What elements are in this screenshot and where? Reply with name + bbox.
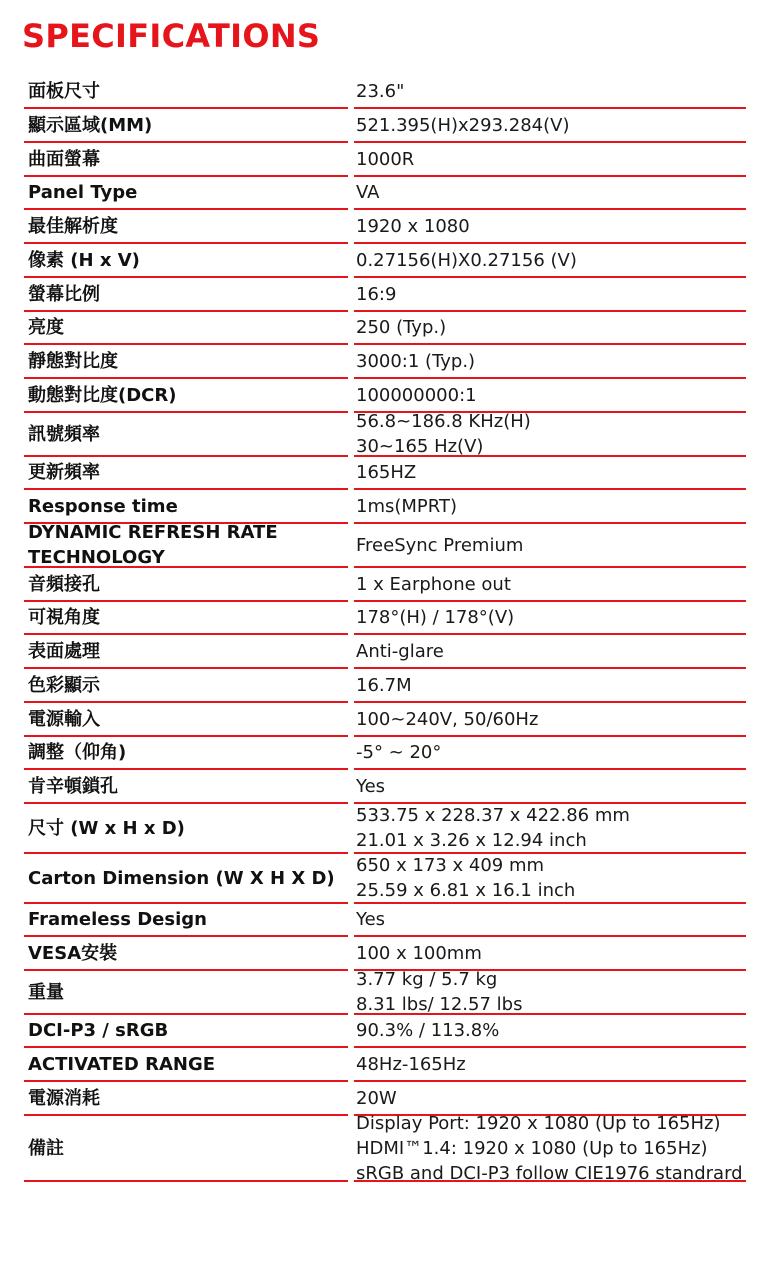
spec-value: 56.8~186.8 KHz(H) 30~165 Hz(V) [356, 411, 531, 457]
spec-label-cell [24, 568, 348, 602]
spec-label: 面板尺寸 [28, 80, 100, 102]
spec-label-cell [24, 804, 348, 854]
spec-value: 20W [356, 1087, 397, 1109]
spec-value: 3000:1 (Typ.) [356, 350, 476, 372]
spec-row [24, 703, 746, 737]
spec-row [24, 413, 746, 457]
spec-row [24, 312, 746, 345]
spec-value-cell [354, 312, 746, 345]
spec-label: 表面處理 [28, 640, 100, 662]
spec-label-cell [24, 1048, 348, 1082]
spec-row [24, 143, 746, 177]
spec-label-cell [24, 602, 348, 635]
spec-label: Frameless Design [28, 909, 207, 930]
spec-label: 動態對比度(DCR) [28, 384, 177, 406]
spec-label-cell [24, 904, 348, 937]
spec-label-cell [24, 177, 348, 210]
spec-value: 650 x 173 x 409 mm 25.59 x 6.81 x 16.1 inch [356, 855, 576, 901]
spec-label-cell [24, 244, 348, 278]
spec-value: 100~240V, 50/60Hz [356, 708, 539, 730]
spec-label-cell [24, 669, 348, 703]
spec-label: 像素 (H x V) [28, 249, 140, 271]
spec-row [24, 568, 746, 602]
spec-label: 可視角度 [28, 607, 100, 628]
spec-row [24, 177, 746, 210]
spec-label-cell [24, 490, 348, 524]
spec-value-cell [354, 703, 746, 737]
spec-value-cell [354, 75, 746, 109]
spec-row [24, 524, 746, 568]
spec-row [24, 109, 746, 143]
spec-row [24, 345, 746, 379]
spec-row [24, 379, 746, 413]
spec-label-cell [24, 312, 348, 345]
spec-value-cell [354, 143, 746, 177]
spec-label-cell [24, 937, 348, 971]
spec-label: 電源輸入 [28, 708, 100, 730]
spec-value-cell [354, 1015, 746, 1048]
spec-value: Anti-glare [356, 640, 444, 662]
spec-row [24, 457, 746, 490]
spec-label: Response time [28, 495, 178, 517]
spec-label-cell [24, 345, 348, 379]
spec-value: 1ms(MPRT) [356, 495, 457, 517]
spec-label: DYNAMIC REFRESH RATE TECHNOLOGY [28, 522, 278, 568]
spec-label: ACTIVATED RANGE [28, 1053, 216, 1075]
spec-value: FreeSync Premium [356, 534, 524, 556]
spec-label-cell [24, 971, 348, 1015]
spec-row [24, 602, 746, 635]
spec-value: 16.7M [356, 674, 412, 696]
spec-value: 0.27156(H)X0.27156 (V) [356, 249, 577, 271]
spec-label: 調整（仰角) [28, 742, 127, 763]
spec-value-cell [354, 804, 746, 854]
spec-value: Yes [356, 909, 386, 930]
spec-label-cell [24, 524, 348, 568]
spec-value: 23.6" [356, 80, 405, 102]
spec-value: 533.75 x 228.37 x 422.86 mm 21.01 x 3.26 x 12.94 inch [356, 805, 630, 851]
spec-row [24, 490, 746, 524]
spec-row [24, 854, 746, 904]
spec-label: 尺寸 (W x H x D) [28, 817, 185, 839]
spec-value-cell [354, 635, 746, 669]
spec-value: 165HZ [356, 462, 417, 483]
spec-value: 3.77 kg / 5.7 kg 8.31 lbs/ 12.57 lbs [356, 969, 523, 1015]
spec-row [24, 210, 746, 244]
spec-value: 90.3% / 113.8% [356, 1020, 500, 1041]
spec-label: 更新頻率 [28, 462, 100, 483]
spec-label: 顯示區域(MM) [28, 114, 153, 136]
spec-value: VA [356, 182, 380, 203]
spec-label-cell [24, 143, 348, 177]
spec-value-cell [354, 177, 746, 210]
spec-row [24, 1048, 746, 1082]
spec-value-cell [354, 937, 746, 971]
spec-value-cell [354, 379, 746, 413]
spec-value-cell [354, 904, 746, 937]
spec-label-cell [24, 635, 348, 669]
spec-row [24, 669, 746, 703]
spec-value-cell [354, 669, 746, 703]
spec-label-cell [24, 1116, 348, 1182]
spec-row [24, 278, 746, 312]
spec-label: 最佳解析度 [28, 215, 118, 237]
spec-row [24, 804, 746, 854]
spec-row [24, 1015, 746, 1048]
spec-value: Yes [356, 775, 386, 797]
spec-label: DCI-P3 / sRGB [28, 1020, 169, 1041]
spec-label: 備註 [28, 1137, 64, 1159]
spec-label: 曲面螢幕 [28, 148, 100, 170]
spec-value: 178°(H) / 178°(V) [356, 607, 515, 628]
spec-value-cell [354, 568, 746, 602]
page-title: SPECIFICATIONS [22, 17, 321, 55]
spec-value-cell [354, 413, 746, 457]
spec-value-cell [354, 457, 746, 490]
spec-value-cell [354, 524, 746, 568]
spec-label-cell [24, 737, 348, 770]
spec-value: 100 x 100mm [356, 942, 482, 964]
spec-label: 靜態對比度 [28, 350, 118, 372]
spec-value-cell [354, 971, 746, 1015]
spec-label: VESA安裝 [28, 942, 118, 964]
spec-label-cell [24, 1015, 348, 1048]
spec-value: 250 (Typ.) [356, 317, 447, 338]
spec-value-cell [354, 1048, 746, 1082]
spec-value-cell [354, 490, 746, 524]
spec-label-cell [24, 770, 348, 804]
spec-row [24, 971, 746, 1015]
spec-value: 1 x Earphone out [356, 573, 511, 595]
spec-row [24, 937, 746, 971]
spec-value: 16:9 [356, 283, 397, 305]
spec-value-cell [354, 770, 746, 804]
spec-value-cell [354, 737, 746, 770]
spec-row [24, 737, 746, 770]
spec-row [24, 904, 746, 937]
spec-label-cell [24, 109, 348, 143]
spec-label-cell [24, 210, 348, 244]
spec-value-cell [354, 244, 746, 278]
spec-row [24, 770, 746, 804]
spec-value: 48Hz-165Hz [356, 1053, 466, 1075]
spec-value-cell [354, 210, 746, 244]
spec-value: -5° ~ 20° [356, 742, 442, 763]
spec-label: 音頻接孔 [28, 573, 100, 595]
spec-value: 1920 x 1080 [356, 215, 470, 237]
spec-row [24, 75, 746, 109]
spec-value: 521.395(H)x293.284(V) [356, 114, 570, 136]
spec-value-cell [354, 109, 746, 143]
spec-value-cell [354, 854, 746, 904]
spec-value: 1000R [356, 148, 415, 170]
spec-row [24, 635, 746, 669]
spec-label: 訊號頻率 [28, 423, 100, 445]
spec-row [24, 1112, 746, 1184]
spec-label: 亮度 [28, 317, 64, 338]
spec-table [24, 75, 746, 1182]
spec-label: 色彩顯示 [28, 674, 100, 696]
spec-label-cell [24, 379, 348, 413]
spec-label-cell [24, 75, 348, 109]
spec-label: 重量 [28, 981, 64, 1003]
spec-label-cell [24, 457, 348, 490]
spec-label-cell [24, 278, 348, 312]
spec-value: Display Port: 1920 x 1080 (Up to 165Hz) HDMI™1.4: 1920 x 1080 (Up to 165Hz) sRGB and DCI-P3 follow CIE1976 standrard [356, 1112, 743, 1184]
spec-label-cell [24, 703, 348, 737]
spec-label: 螢幕比例 [28, 283, 100, 305]
spec-value-cell [354, 602, 746, 635]
spec-label: 電源消耗 [28, 1087, 100, 1109]
spec-value-cell [354, 1112, 746, 1184]
spec-label-cell [24, 1082, 348, 1116]
spec-value-cell [354, 278, 746, 312]
spec-label: Panel Type [28, 182, 138, 203]
spec-label: 肯辛頓鎖孔 [28, 775, 118, 797]
spec-value: 100000000:1 [356, 384, 477, 406]
spec-label: Carton Dimension (W X H X D) [28, 867, 335, 889]
spec-row [24, 244, 746, 278]
spec-label-cell [24, 854, 348, 904]
spec-label-cell [24, 413, 348, 457]
spec-value-cell [354, 345, 746, 379]
